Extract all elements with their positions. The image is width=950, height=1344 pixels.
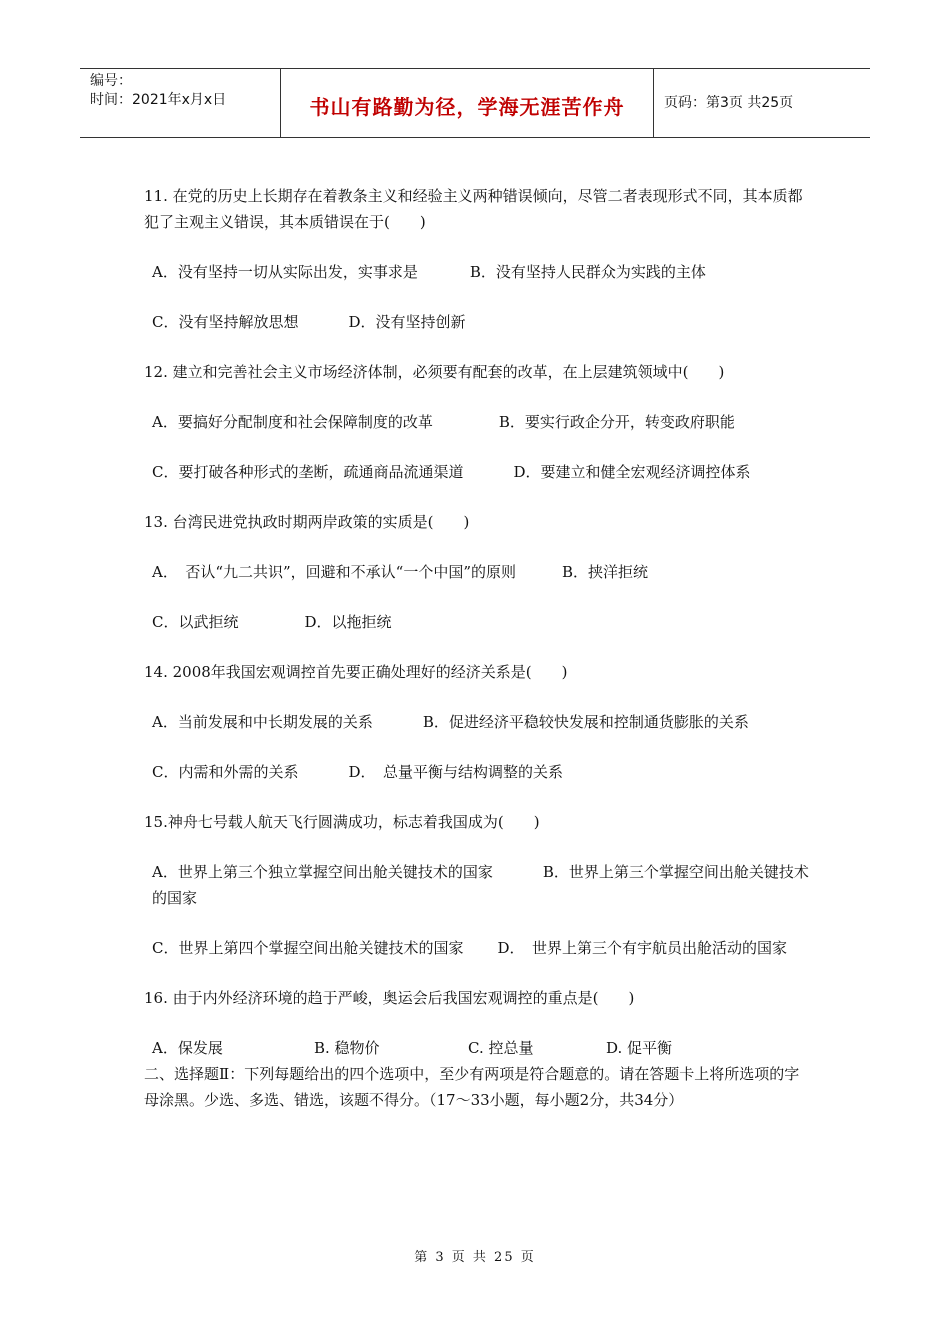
option-a: A．当前发展和中长期发展的关系	[152, 713, 373, 731]
option-c: C．要打破各种形式的垄断，疏通商品流通渠道	[152, 463, 464, 481]
option-a: A．保发展	[152, 1039, 223, 1057]
question-12-options-row-1	[144, 409, 812, 435]
question-14-options-row-1	[144, 709, 812, 735]
header-right-cell	[654, 69, 870, 137]
option-c: C. 控总量	[468, 1039, 534, 1057]
option-b: B. 稳物价	[314, 1039, 380, 1057]
question-13-stem: 13. 台湾民进党执政时期两岸政策的实质是( )	[144, 513, 470, 531]
question-15-options-row-2	[144, 935, 812, 961]
document-body	[144, 183, 812, 1113]
option-b: B．挟洋拒统	[562, 563, 649, 581]
option-d: D． 总量平衡与结构调整的关系	[348, 763, 564, 781]
option-b: B．没有坚持人民群众为实践的主体	[469, 263, 706, 281]
option-d: D．以拖拒统	[304, 613, 392, 631]
number-label: 编号：	[90, 73, 132, 89]
header-table	[80, 68, 870, 138]
option-d: D. 促平衡	[606, 1039, 673, 1057]
date-label: 时间：2021年x月x日	[90, 92, 227, 108]
option-a: A．世界上第三个独立掌握空间出舱关键技术的国家	[152, 863, 493, 881]
option-c: C．以武拒统	[152, 613, 239, 631]
option-d: D．没有坚持创新	[348, 313, 466, 331]
question-11-stem: 11. 在党的历史上长期存在着教条主义和经验主义两种错误倾向，尽管二者表现形式不同，其本质都犯了主观主义错误，其本质错误在于( )	[144, 187, 803, 231]
option-a: A． 否认“九二共识”，回避和不承认“一个中国”的原则	[152, 563, 517, 581]
question-15-options-row-1	[144, 859, 812, 911]
question-11-options-row-1	[144, 259, 812, 285]
question-11-options-row-2	[144, 309, 812, 335]
page-info: 页码：第3页 共25页	[664, 95, 794, 111]
question-13-options-row-2	[144, 609, 812, 635]
question-13-options-row-1	[144, 559, 812, 585]
question-16-options-row-1	[144, 1035, 812, 1061]
option-a: A．没有坚持一切从实际出发，实事求是	[152, 263, 418, 281]
option-d: D． 世界上第三个有宇航员出舱活动的国家	[497, 939, 788, 957]
option-b: B．世界上第三个掌握空间出舱关键技术的国家	[152, 863, 809, 907]
option-c: C．世界上第四个掌握空间出舱关键技术的国家	[152, 939, 464, 957]
question-15-stem: 15.神舟七号载人航天飞行圆满成功，标志着我国成为( )	[144, 813, 540, 831]
option-b: B．要实行政企分开，转变政府职能	[498, 413, 735, 431]
question-12-stem: 12. 建立和完善社会主义市场经济体制，必须要有配套的改革，在上层建筑领域中( )	[144, 363, 725, 381]
option-c: C．内需和外需的关系	[152, 763, 299, 781]
page-footer: 第 3 页 共 25 页	[414, 1250, 536, 1265]
question-16-stem: 16. 由于内外经济环境的趋于严峻，奥运会后我国宏观调控的重点是( )	[144, 989, 635, 1007]
option-a: A．要搞好分配制度和社会保障制度的改革	[152, 413, 433, 431]
option-d: D．要建立和健全宏观经济调控体系	[513, 463, 751, 481]
option-b: B．促进经济平稳较快发展和控制通货膨胀的关系	[422, 713, 749, 731]
header-left-cell	[80, 69, 280, 137]
header-middle-cell	[280, 69, 654, 137]
question-14-options-row-2	[144, 759, 812, 785]
motto: 书山有路勤为径，学海无涯苦作舟	[309, 95, 625, 119]
question-14-stem: 14. 2008年我国宏观调控首先要正确处理好的经济关系是( )	[144, 663, 568, 681]
section-2-instructions: 二、选择题Ⅱ：下列每题给出的四个选项中，至少有两项是符合题意的。请在答题卡上将所选项的字母涂黑。少选、多选、错选，该题不得分。（17～33小题，每小题2分，共34分）	[144, 1065, 800, 1109]
question-12-options-row-2	[144, 459, 812, 485]
option-c: C．没有坚持解放思想	[152, 313, 299, 331]
